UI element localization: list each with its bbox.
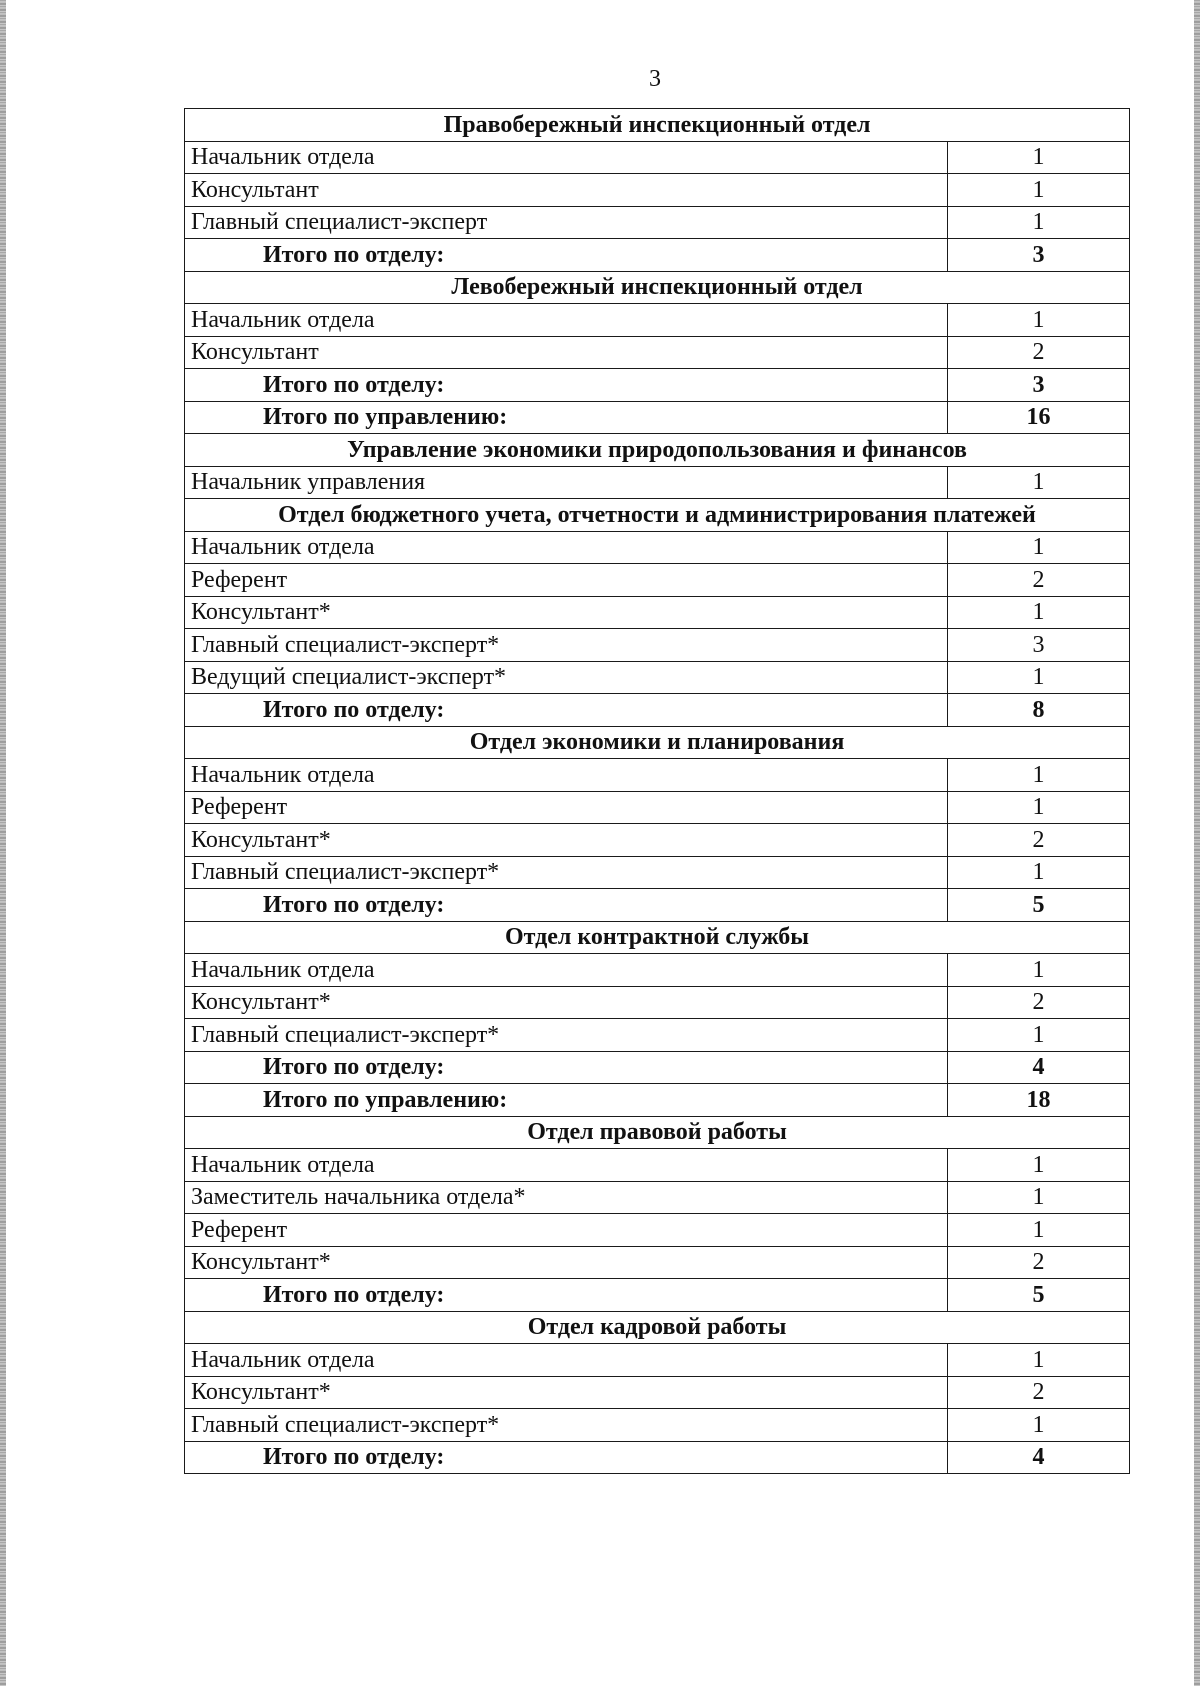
position-count: 1 [948,759,1130,792]
total-label: Итого по отделу: [185,369,948,402]
total-row [185,1441,1130,1474]
department-header-row [185,109,1130,142]
position-row [185,596,1130,629]
total-row [185,1279,1130,1312]
position-row [185,791,1130,824]
position-count: 1 [948,466,1130,499]
position-count: 1 [948,791,1130,824]
position-name: Консультант* [185,596,948,629]
position-row [185,336,1130,369]
department-title: Отдел контрактной службы [185,921,1130,954]
total-count: 16 [948,401,1130,434]
position-row [185,1344,1130,1377]
department-header-row [185,726,1130,759]
position-row [185,1376,1130,1409]
position-name: Главный специалист-эксперт* [185,1019,948,1052]
position-name: Начальник отдела [185,141,948,174]
total-count: 4 [948,1441,1130,1474]
department-title: Правобережный инспекционный отдел [185,109,1130,142]
position-row [185,986,1130,1019]
position-row [185,304,1130,337]
position-row [185,206,1130,239]
total-row [185,1051,1130,1084]
position-name: Начальник отдела [185,1149,948,1182]
position-row [185,174,1130,207]
scan-edge-right [1194,0,1200,1686]
position-row [185,1246,1130,1279]
position-name: Заместитель начальника отдела* [185,1181,948,1214]
total-label: Итого по управлению: [185,401,948,434]
position-name: Референт [185,1214,948,1247]
position-count: 1 [948,206,1130,239]
total-count: 5 [948,889,1130,922]
position-count: 1 [948,954,1130,987]
department-header-row [185,1311,1130,1344]
position-count: 1 [948,1409,1130,1442]
total-label: Итого по отделу: [185,1051,948,1084]
total-count: 3 [948,369,1130,402]
department-header-row [185,499,1130,532]
position-name: Референт [185,791,948,824]
total-count: 4 [948,1051,1130,1084]
position-row [185,1181,1130,1214]
position-count: 2 [948,986,1130,1019]
position-row [185,466,1130,499]
department-title: Отдел экономики и планирования [185,726,1130,759]
position-name: Консультант* [185,1376,948,1409]
position-row [185,759,1130,792]
position-row [185,824,1130,857]
position-count: 1 [948,1344,1130,1377]
position-count: 1 [948,1181,1130,1214]
department-title: Отдел бюджетного учета, отчетности и администрирования платежей [185,499,1130,532]
total-label: Итого по отделу: [185,239,948,272]
position-count: 1 [948,596,1130,629]
position-name: Ведущий специалист-эксперт* [185,661,948,694]
position-count: 1 [948,531,1130,564]
position-count: 1 [948,1214,1130,1247]
department-title: Отдел правовой работы [185,1116,1130,1149]
position-name: Начальник отдела [185,954,948,987]
position-count: 2 [948,1246,1130,1279]
position-count: 1 [948,174,1130,207]
position-count: 2 [948,824,1130,857]
department-title: Отдел кадровой работы [185,1311,1130,1344]
total-label: Итого по отделу: [185,1279,948,1312]
position-count: 2 [948,336,1130,369]
total-label: Итого по отделу: [185,889,948,922]
position-name: Главный специалист-эксперт* [185,629,948,662]
position-count: 1 [948,1149,1130,1182]
position-name: Консультант [185,174,948,207]
position-row [185,531,1130,564]
position-name: Главный специалист-эксперт* [185,856,948,889]
position-row [185,1409,1130,1442]
position-row [185,1019,1130,1052]
staff-table-body [185,109,1130,1474]
department-header-row [185,271,1130,304]
scan-edge-left [0,0,6,1686]
department-header-row [185,1116,1130,1149]
department-header-row [185,434,1130,467]
position-count: 2 [948,1376,1130,1409]
total-row [185,694,1130,727]
total-row [185,889,1130,922]
position-count: 3 [948,629,1130,662]
position-name: Главный специалист-эксперт [185,206,948,239]
position-row [185,141,1130,174]
position-count: 1 [948,856,1130,889]
total-count: 8 [948,694,1130,727]
position-name: Начальник управления [185,466,948,499]
total-row [185,1084,1130,1117]
position-count: 1 [948,141,1130,174]
position-name: Консультант* [185,824,948,857]
position-name: Референт [185,564,948,597]
total-row [185,369,1130,402]
position-name: Консультант* [185,986,948,1019]
staff-table [184,108,1130,1474]
position-name: Консультант* [185,1246,948,1279]
total-label: Итого по управлению: [185,1084,948,1117]
position-count: 1 [948,1019,1130,1052]
department-title: Левобережный инспекционный отдел [185,271,1130,304]
position-name: Консультант [185,336,948,369]
total-label: Итого по отделу: [185,1441,948,1474]
position-name: Начальник отдела [185,759,948,792]
position-count: 1 [948,304,1130,337]
position-row [185,954,1130,987]
position-row [185,1149,1130,1182]
total-count: 3 [948,239,1130,272]
position-row [185,661,1130,694]
position-row [185,629,1130,662]
position-row [185,564,1130,597]
position-row [185,856,1130,889]
position-count: 2 [948,564,1130,597]
position-name: Главный специалист-эксперт* [185,1409,948,1442]
total-count: 5 [948,1279,1130,1312]
total-row [185,401,1130,434]
position-row [185,1214,1130,1247]
total-label: Итого по отделу: [185,694,948,727]
department-title: Управление экономики природопользования и финансов [185,434,1130,467]
position-name: Начальник отдела [185,531,948,564]
position-name: Начальник отдела [185,1344,948,1377]
total-row [185,239,1130,272]
total-count: 18 [948,1084,1130,1117]
position-count: 1 [948,661,1130,694]
position-name: Начальник отдела [185,304,948,337]
department-header-row [185,921,1130,954]
page-number: 3 [649,66,661,92]
